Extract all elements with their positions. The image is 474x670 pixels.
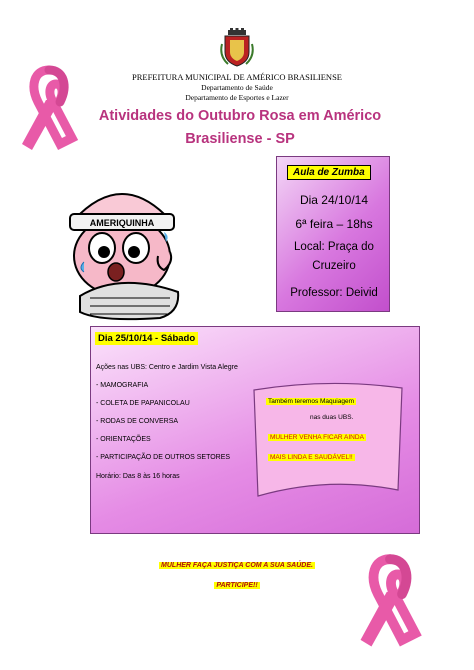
pink-ribbon-icon: [16, 64, 82, 160]
zumba-card: [276, 156, 390, 312]
zumba-professor: Professor: Deivid: [290, 287, 378, 299]
footer-participe: [0, 582, 474, 589]
header-prefeitura: PREFEITURA MUNICIPAL DE AMÉRICO BRASILIENSE: [131, 72, 342, 82]
makeup-line-1: Também teremos Maquiagem: [268, 398, 354, 405]
mascot-cap-label: AMERIQUINHA: [89, 218, 155, 228]
header-dept-saude: Departamento de Saúde: [201, 83, 273, 92]
footer-slogan-text: MULHER FAÇA JUSTIÇA COM A SUA SAÚDE.: [161, 562, 313, 569]
actions-hours: Horário: Das 8 às 16 horas: [96, 473, 180, 480]
municipal-crest-icon: [218, 28, 256, 68]
zumba-place-line-2: Cruzeiro: [312, 260, 356, 272]
actions-date: Dia 25/10/14 - Sábado: [95, 332, 198, 345]
zumba-label: Aula de Zumba: [287, 165, 371, 180]
title-line-2: Brasiliense - SP: [185, 131, 295, 147]
footer-participe-text: PARTICIPE!!: [216, 582, 258, 589]
actions-item-participacao: - PARTICIPAÇÃO DE OUTROS SETORES: [96, 454, 231, 461]
actions-item-papanicolau: - COLETA DE PAPANICOLAU: [96, 400, 190, 407]
actions-item-mamografia: - MAMOGRAFIA: [96, 382, 149, 389]
footer-slogan: [0, 562, 474, 569]
zumba-time: 6ª feira – 18hs: [295, 217, 373, 231]
makeup-banner: [248, 380, 408, 500]
makeup-line-4: MAIS LINDA E SAUDÁVEL!!: [270, 454, 353, 461]
actions-ubs: Ações nas UBS: Centro e Jardim Vista Alegre: [96, 364, 238, 371]
actions-item-rodas: - RODAS DE CONVERSA: [96, 418, 179, 425]
zumba-date: Dia 24/10/14: [299, 193, 369, 207]
page-title: [80, 105, 400, 151]
makeup-line-3: MULHER VENHA FICAR AINDA: [270, 434, 364, 441]
header-dept-esportes: Departamento de Esportes e Lazer: [185, 93, 289, 102]
zumba-place-line-1: Local: Praça do: [294, 241, 374, 253]
makeup-line-2: nas duas UBS.: [310, 414, 354, 421]
title-line-1: Atividades do Outubro Rosa em Américo: [98, 108, 382, 124]
mascot-cartoon: [60, 172, 200, 322]
actions-item-orientacoes: - ORIENTAÇÕES: [96, 436, 151, 443]
